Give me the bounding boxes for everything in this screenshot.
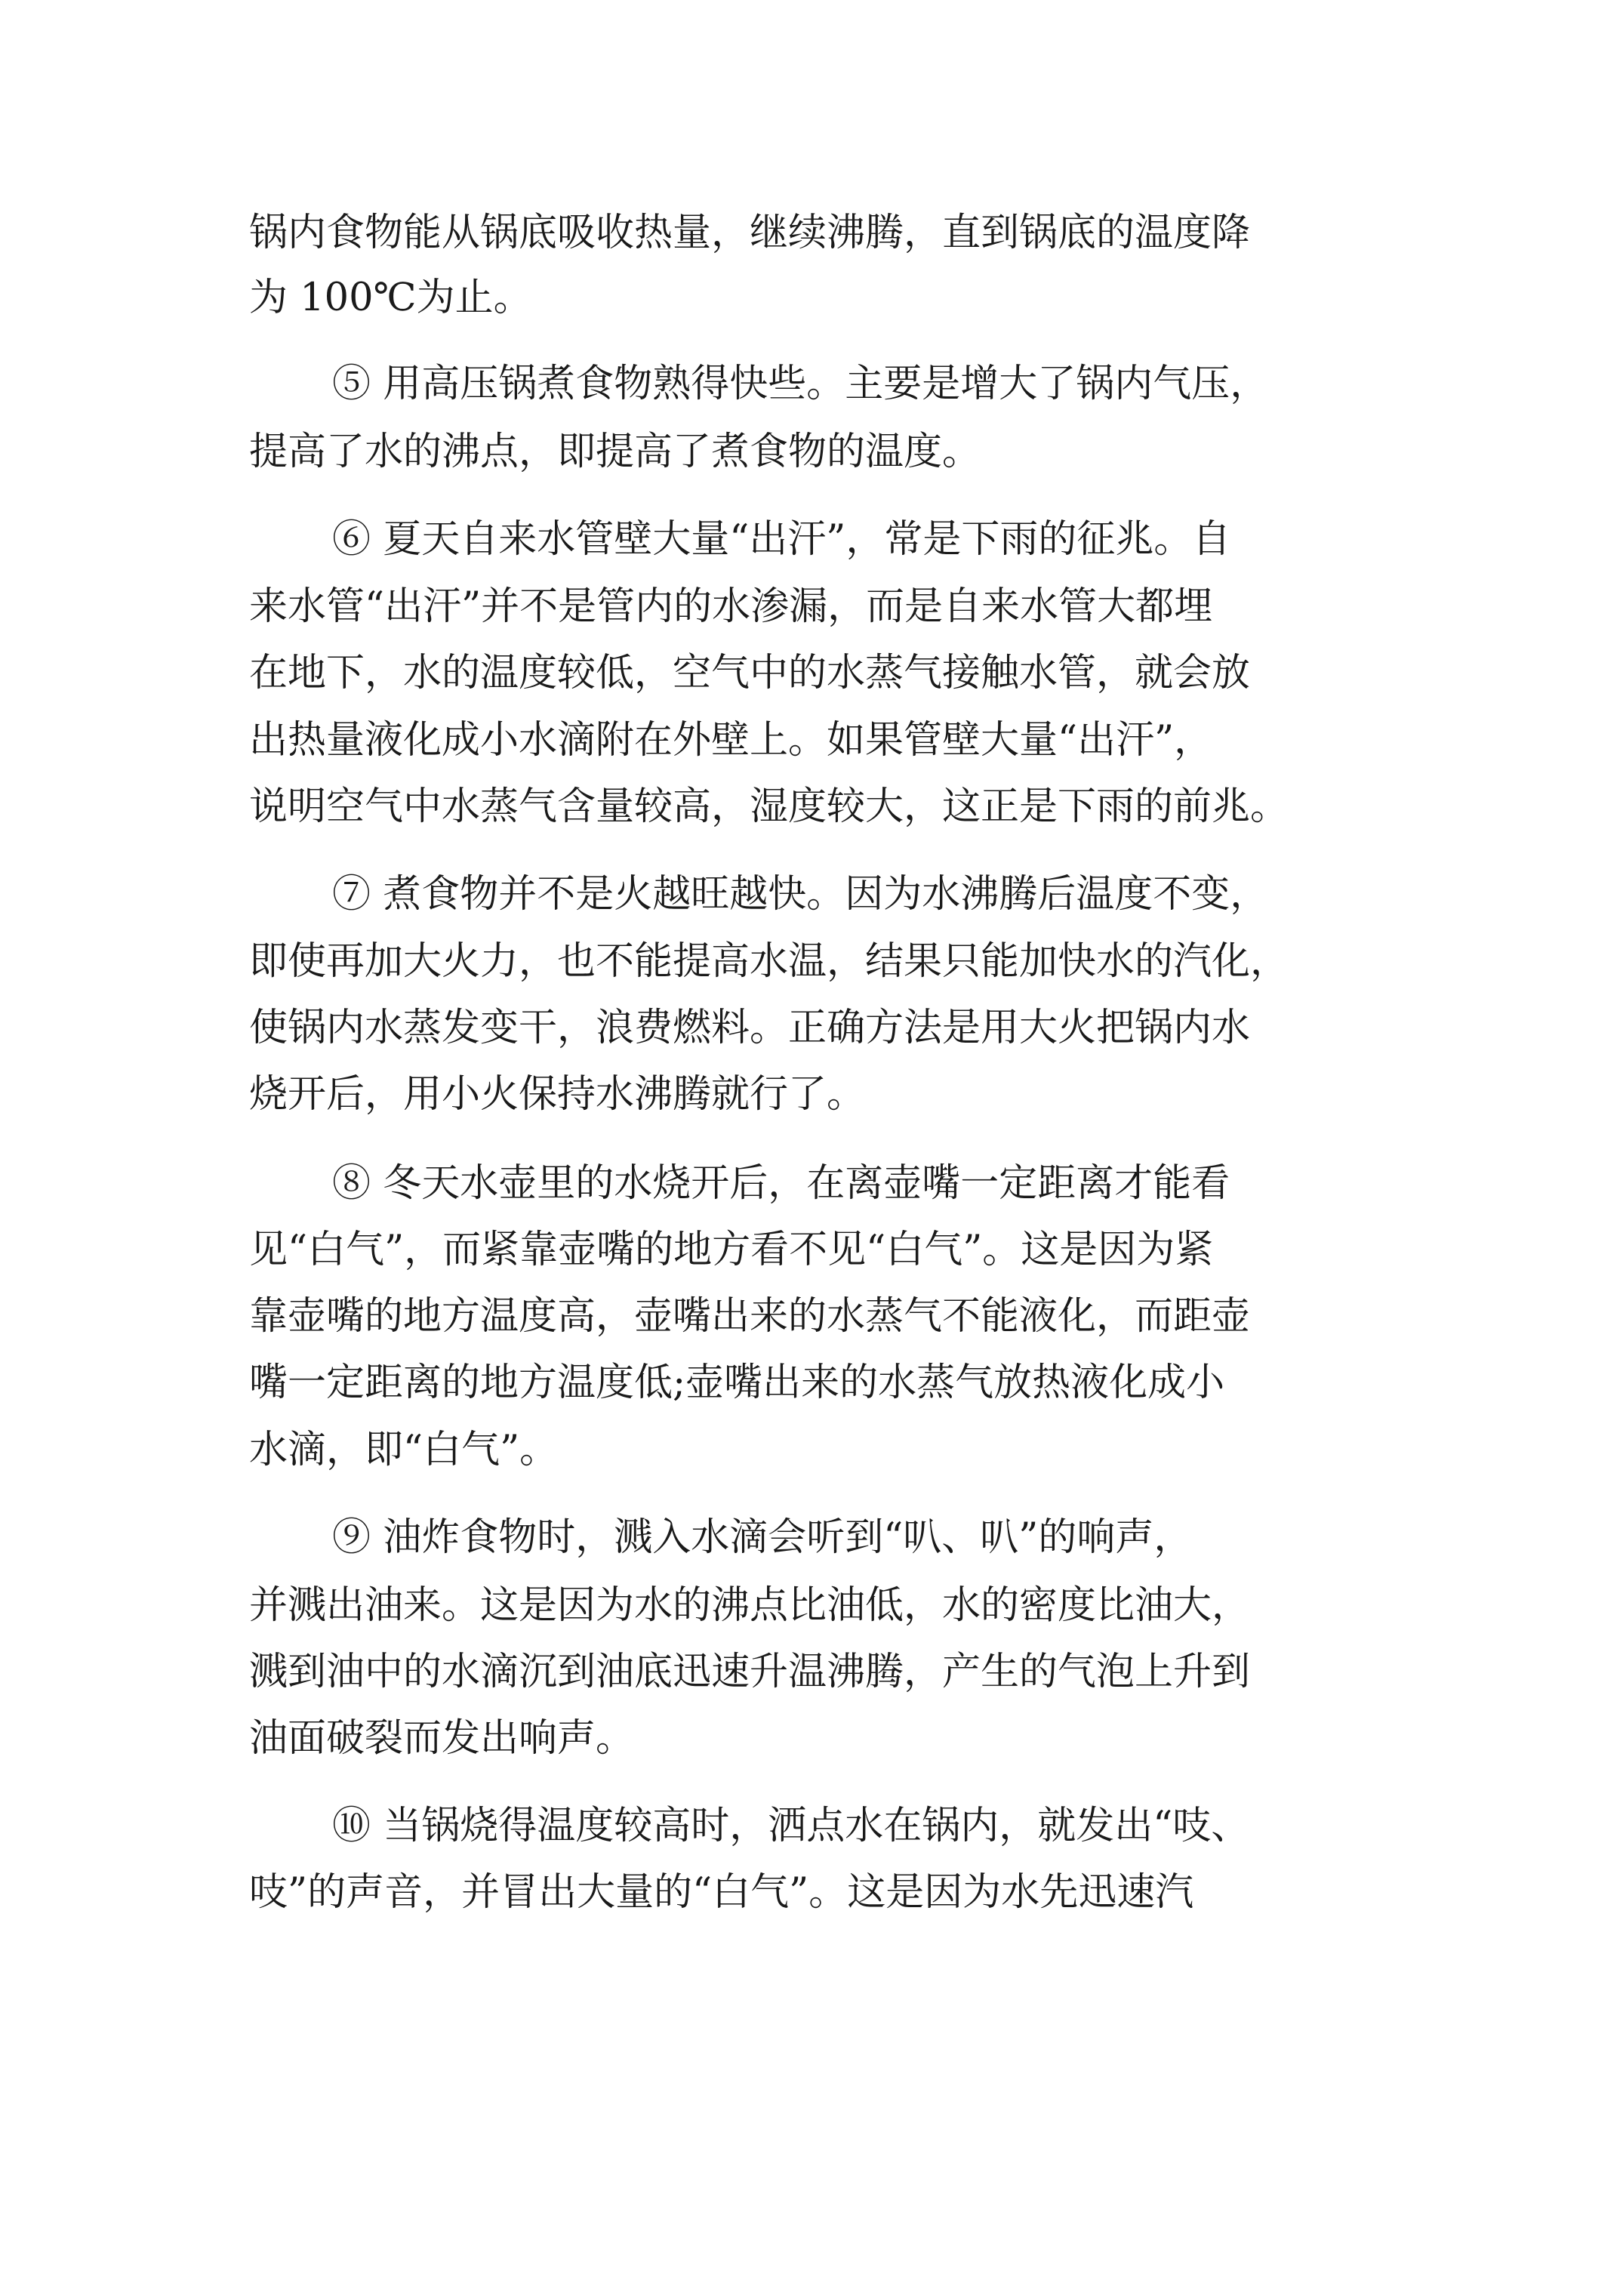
text-line: 锅内食物能从锅底吸收热量，继续沸腾，直到锅底的温度降 <box>249 211 1251 255</box>
text-line: 见“白气”，而紧靠壶嘴的地方看不见“白气”。这是因为紧 <box>249 1228 1214 1272</box>
paragraph-5-line: ⑤ 用高压锅煮食物熟得快些。主要是增大了锅内气压， <box>332 362 1269 406</box>
text-line: 溅到油中的水滴沉到油底迅速升温沸腾，产生的气泡上升到 <box>249 1650 1251 1694</box>
text-line: 并溅出油来。这是因为水的沸点比油低，水的密度比油大， <box>249 1583 1251 1628</box>
paragraph-10-line: ⑩ 当锅烧得温度较高时，洒点水在锅内，就发出“吱、 <box>332 1804 1250 1848</box>
text-line: 水滴，即“白气”。 <box>249 1428 559 1472</box>
text-line: 来水管“出汗”并不是管内的水渗漏，而是自来水管大都埋 <box>249 584 1213 629</box>
text-line: 使锅内水蒸发变干，浪费燃料。正确方法是用大火把锅内水 <box>249 1006 1251 1050</box>
text-line: 吱”的声音，并冒出大量的“白气”。这是因为水先迅速汽 <box>249 1870 1194 1915</box>
text-line: 油面破裂而发出响声。 <box>249 1716 635 1761</box>
text-line: 说明空气中水蒸气含量较高，湿度较大，这正是下雨的前兆。 <box>249 784 1289 829</box>
paragraph-6-line: ⑥ 夏天自来水管壁大量“出汗”，常是下雨的征兆。自 <box>332 517 1231 562</box>
text-line: 靠壶嘴的地方温度高，壶嘴出来的水蒸气不能液化，而距壶 <box>249 1294 1251 1339</box>
text-line: 出热量液化成小水滴附在外壁上。如果管壁大量“出汗”， <box>249 718 1213 763</box>
paragraph-7-line: ⑦ 煮食物并不是火越旺越快。因为水沸腾后温度不变， <box>332 872 1269 917</box>
text-line: 在地下，水的温度较低，空气中的水蒸气接触水管，就会放 <box>249 651 1251 695</box>
paragraph-8-line: ⑧ 冬天水壶里的水烧开后，在离壶嘴一定距离才能看 <box>332 1161 1230 1206</box>
text-line: 提高了水的沸点，即提高了煮食物的温度。 <box>249 430 981 474</box>
text-line: 烧开后，用小火保持水沸腾就行了。 <box>249 1072 866 1117</box>
text-line: 嘴一定距离的地方温度低;壶嘴出来的水蒸气放热液化成小 <box>249 1361 1225 1405</box>
paragraph-9-line: ⑨ 油炸食物时，溅入水滴会听到“叭、叭”的响声， <box>332 1515 1193 1560</box>
text-line: 为 100℃为止。 <box>249 276 532 320</box>
text-line: 即使再加大火力，也不能提高水温，结果只能加快水的汽化， <box>249 939 1289 984</box>
